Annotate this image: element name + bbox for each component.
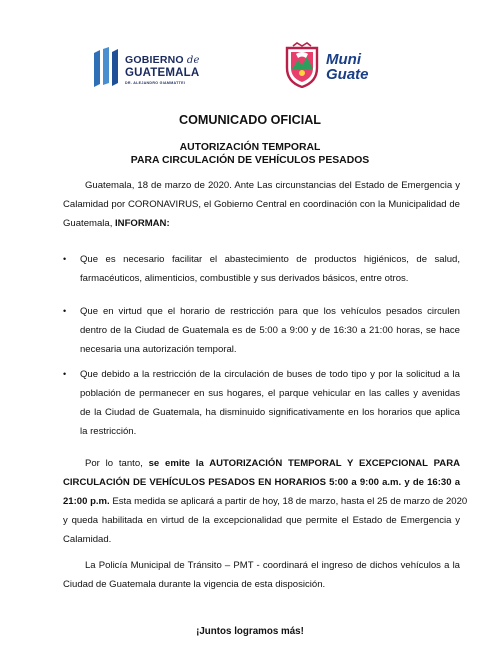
muni-logo-line2: Guate xyxy=(326,66,369,83)
gobierno-logo-line2: GUATEMALA xyxy=(125,67,200,79)
bullet-line: de la Ciudad de Guatemala, ha disminuido significativamente en los horarios que aplica xyxy=(80,407,460,419)
bullet-line: dentro de la Ciudad de Guatemala es de 5:00 a 9:00 y de 16:30 a 21:00 horas, se hace xyxy=(80,325,460,337)
guatemala-flag-bars-icon xyxy=(93,47,120,87)
bullet-icon: • xyxy=(63,369,67,379)
intro-line: Guatemala, 18 de marzo de 2020. Ante Las circunstancias del Estado de Emergencia y xyxy=(85,180,460,191)
bullet-item xyxy=(80,250,460,288)
bullet-line: población de permanecer en sus hogares, el parque vehicular en las calles y avenidas xyxy=(80,388,460,400)
bullet-line: farmacéuticos, alimenticios, combustible y sus derivados básicos, entre otros. xyxy=(80,273,409,285)
resolution-paragraph xyxy=(63,454,468,549)
resolution-line: Por lo tanto, se emite la AUTORIZACIÓN TEMPORAL Y EXCEPCIONAL PARA xyxy=(85,458,460,469)
document-subtitle-line1: AUTORIZACIÓN TEMPORAL xyxy=(179,142,321,153)
pmt-line: La Policía Municipal de Tránsito – PMT - coordinará el ingreso de dichos vehículos a la xyxy=(85,560,460,571)
muni-logo-text xyxy=(326,52,369,82)
bullet-line: la restricción. xyxy=(80,426,137,438)
muni-guate-logo xyxy=(283,42,393,92)
intro-line: Calamidad por CORONAVIRUS, el Gobierno Central en coordinación con la Municipalidad de xyxy=(63,199,460,211)
resolution-line: y queda habilitada en virtud de la excepcionalidad que permite el Estado de Emergencia y xyxy=(63,515,460,527)
gobierno-logo-text xyxy=(125,54,200,86)
bullet-line: Que en virtud que el horario de restricción para que los vehículos pesados circulen xyxy=(80,306,460,317)
bullet-line: Que es necesario facilitar el abastecimiento de productos higiénicos, de salud, xyxy=(80,254,460,265)
bullet-icon: • xyxy=(63,254,67,264)
muni-logo-line1: Muni xyxy=(326,51,361,68)
gobierno-logo-line1: GOBIERNO de xyxy=(125,54,200,66)
informan-label: INFORMAN: xyxy=(115,218,170,230)
bullet-line: necesaria una autorización temporal. xyxy=(80,344,237,356)
gobierno-guatemala-logo xyxy=(93,47,213,91)
muni-guate-seal-icon xyxy=(283,42,321,88)
gobierno-logo-line3: DR. ALEJANDRO GIAMMATTEI xyxy=(125,81,186,85)
bullet-icon: • xyxy=(63,306,67,316)
resolution-line: 21:00 p.m. Esta medida se aplicará a partir de hoy, 18 de marzo, hasta el 25 de marzo de 2020 xyxy=(63,496,468,508)
bullet-line: Que debido a la restricción de la circulación de buses de todo tipo y por la solicitud a la xyxy=(80,369,460,380)
bullet-item xyxy=(80,302,460,359)
document-subtitle-line2: PARA CIRCULACIÓN DE VEHÍCULOS PESADOS xyxy=(130,155,370,166)
intro-line: Guatemala, INFORMAN: xyxy=(63,218,170,230)
resolution-line: CIRCULACIÓN DE VEHÍCULOS PESADOS EN HORARIOS 5:00 a 9:00 a.m. y de 16:30 a xyxy=(63,477,460,489)
pmt-line: Ciudad de Guatemala durante la vigencia de esta disposición. xyxy=(63,579,326,591)
intro-paragraph xyxy=(63,176,460,233)
document-title: COMUNICADO OFICIAL xyxy=(178,113,322,127)
bullet-item xyxy=(80,365,460,441)
pmt-paragraph xyxy=(63,556,460,594)
resolution-line: Calamidad. xyxy=(63,534,112,546)
closing-slogan: ¡Juntos logramos más! xyxy=(196,626,304,637)
